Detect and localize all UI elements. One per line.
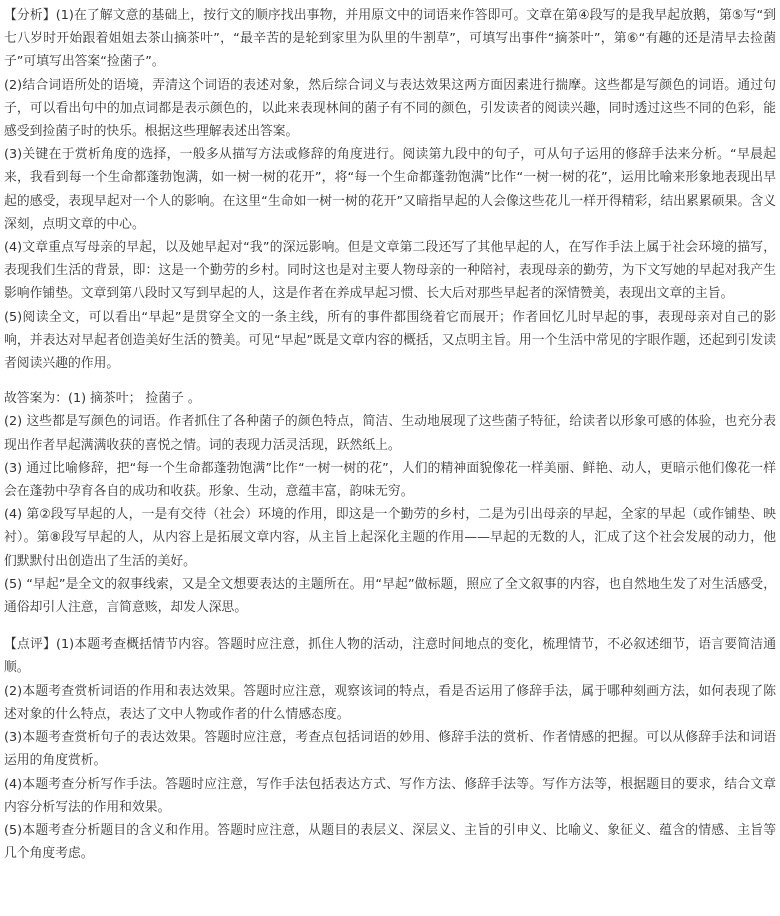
section-spacer (4, 619, 776, 633)
answer-paragraph-3: (3) 通过比喻修辞，把“每一个生命都蓬勃饱满”比作“一树一树的花”，人们的精神面貌像花一样美丽、鲜艳、动人，更暗示他们像花一样会在蓬勃中孕育各自的成功和收获。形象、生动，意蕴丰富，韵味无穷。 (4, 460, 776, 500)
answer-paragraph-2: (2) 这些都是写颜色的词语。作者抓住了各种菌子的颜色特点，简洁、生动地展现了这些菌子特征，给读者以形象可感的体验，也充分表现出作者早起满满收获的喜悦之情。词的表现力活灵活现，跃然纸上。 (4, 414, 776, 453)
answer-paragraph-4: (4) 第②段写早起的人，一是有交待（社会）环境的作用，即这是一个勤劳的乡村，二是为引出母亲的早起，全家的早起（或作铺垫、映衬）。第⑧段写早起的人，从内容上是拓展文章内容，从主旨上起深化主题的作用——早起的无数的人，汇成了这个社会发展的动力，他们默默付出创造出了生活的美好。 (4, 507, 776, 569)
comment-paragraph-2: (2)本题考查赏析词语的作用和表达效果。答题时应注意，观察该词的特点，看是否运用了修辞手法，属于哪种刻画方法，如何表现了陈述对象的什么特点，表达了文中人物或作者的什么情感态度。 (4, 683, 776, 722)
answer-section (4, 387, 776, 619)
analysis-paragraph-2: (2)结合词语所处的语境，弄清这个词语的表述对象，然后综合词义与表达效果这两方面因素进行揣摩。这些都是写颜色的词语。通过句子，可以看出句中的加点词都是表示颜色的，以此来表现林间的菌子有不同的颜色，引发读者的阅读兴趣，同时透过这些不同的色彩，能感受到捡菌子时的快乐。根据这些理解表述出答案。 (4, 77, 776, 140)
analysis-section (4, 4, 776, 375)
analysis-paragraph-4: (4)文章重点写母亲的早起，以及她早起对“我”的深远影响。但是文章第二段还写了其他早起的人，在写作手法上属于社会环境的描写，表现我们生活的背景，即：这是一个勤劳的乡村。同时这也是对主要人物母亲的一种陪衬，表现母亲的勤劳，为下文写她的早起对我产生影响作铺垫。文章到第八段时又写到早起的人，这是作者在养成早起习惯、长大后对那些早起者的深情赞美，表现出文章的主旨。 (4, 240, 776, 302)
section-spacer (4, 375, 776, 387)
answer-paragraph-1: 故答案为：(1) 摘茶叶； 捡菌子 。 (4, 391, 201, 407)
comment-paragraph-3: (3)本题考查赏析句子的表达效果。答题时应注意，考查点包括词语的妙用、修辞手法的赏析、作者情感的把握。可以从修辞手法和词语运用的角度赏析。 (4, 730, 776, 769)
analysis-paragraph-1: 【分析】(1)在了解文意的基础上，按行文的顺序找出事物，并用原文中的词语来作答即可。文章在第④段写的是我早起放鹅，第⑤写“到七八岁时开始跟着姐姐去茶山摘茶叶”，“最辛苦的是轮到家里为队里的牛割草”，可填写出事件“摘茶叶”，第⑥“有趣的还是清早去捡菌子”可填写出答案“捡菌子”。 (4, 8, 777, 70)
answer-paragraph-5: (5) “早起”是全文的叙事线索，又是全文想要表达的主题所在。用“早起”做标题，照应了全文叙事的内容，也自然地生发了对生活感受，通俗却引人注意，言简意赅，却发人深思。 (4, 576, 776, 616)
comment-paragraph-5: (5)本题考查分析题目的含义和作用。答题时应注意，从题目的表层义、深层义、主旨的引申义、比喻义、象征义、蕴含的情感、主旨等几个角度考虑。 (4, 822, 776, 862)
comment-section (4, 633, 776, 865)
analysis-paragraph-3: (3)关键在于赏析角度的选择，一般多从描写方法或修辞的角度进行。阅读第九段中的句子，可从句子运用的修辞手法来分析。“早晨起来，我看到每一个生命都蓬勃饱满，如一树一树的花开”，将“每一个生命都蓬勃饱满”比作“一树一树的花”，运用比喻来形象地表现出早起的感受，表现早起对一个人的影响。在这里“生命如一树一树的花开”又暗指早起的人会像这些花儿一样开得精彩，结出累累硕果。含义深刻，点明文章的中心。 (4, 147, 776, 232)
comment-paragraph-4: (4)本题考查分析写作手法。答题时应注意，写作手法包括表达方式、写作方法、修辞手法等。写作方法等，根据题目的要求，结合文章内容分析写法的作用和效果。 (4, 776, 776, 815)
comment-paragraph-1: 【点评】(1)本题考查概括情节内容。答题时应注意，抓住人物的活动，注意时间地点的变化，梳理情节，不必叙述细节，语言要简洁通顺。 (4, 637, 776, 676)
analysis-paragraph-5: (5)阅读全文，可以看出“早起”是贯穿全文的一条主线，所有的事件都围绕着它而展开；作者回忆儿时早起的事，表现母亲对自己的影响，并表达对早起者创造美好生活的赞美。可见“早起”既是文章内容的概括，又点明主旨。用一个生活中常见的字眼作题，还起到引发读者阅读兴趣的作用。 (4, 309, 776, 372)
